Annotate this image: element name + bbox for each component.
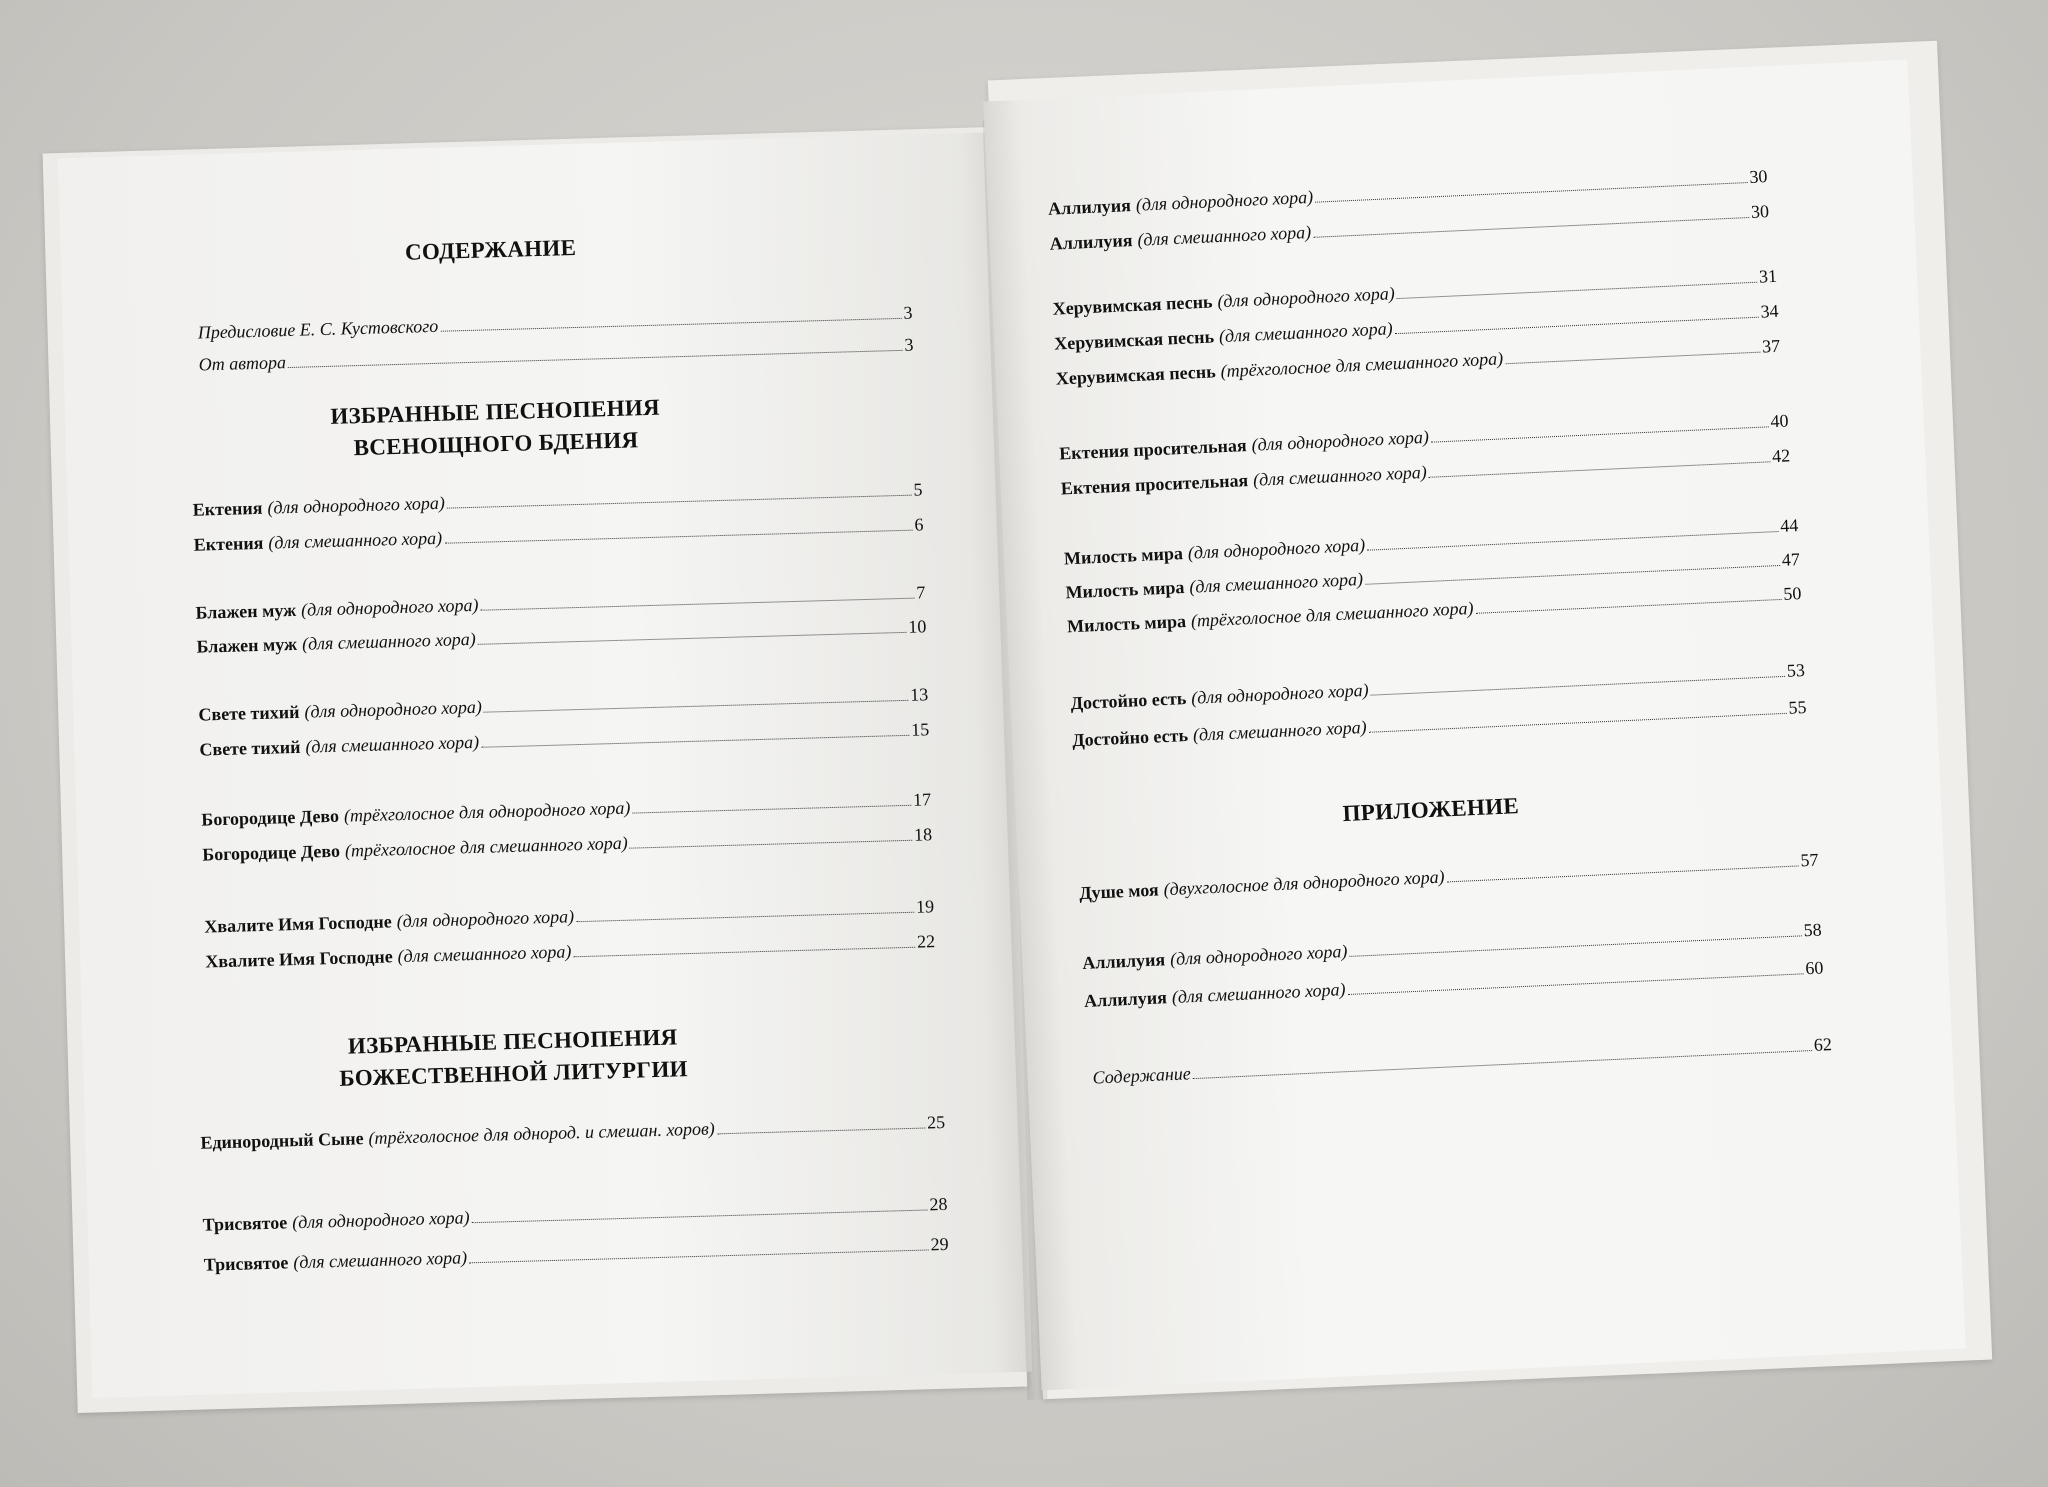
page-number: 60 <box>1804 957 1824 979</box>
entry-title: Свете тихий <box>199 736 301 760</box>
toc-entry <box>200 1112 945 1154</box>
page-number: 58 <box>1803 919 1823 941</box>
page-number: 3 <box>904 334 914 355</box>
entry-note: (для смешанного хора) <box>1171 979 1346 1008</box>
page-number: 55 <box>1788 696 1807 718</box>
page-number: 30 <box>1750 201 1770 222</box>
toc-entry <box>205 931 935 972</box>
entry-note: (для однородного хора) <box>291 1207 470 1233</box>
entry-title: Ектения <box>192 497 263 520</box>
dot-leader <box>633 805 912 814</box>
dot-leader <box>1476 599 1782 614</box>
dot-leader <box>288 350 902 368</box>
section-title-liturgy <box>82 1014 943 1102</box>
entry-title: Богородице Дево <box>201 805 340 830</box>
entry-note: (для однородного хора) <box>1187 534 1366 563</box>
dot-leader <box>576 912 914 922</box>
dot-leader <box>478 632 907 645</box>
right-page <box>983 60 1966 1391</box>
entry-title: Блажен муж <box>195 599 297 623</box>
toc-entry <box>195 582 925 623</box>
page-number: 42 <box>1771 445 1791 467</box>
entry-title: Милость мира <box>1065 577 1185 603</box>
dot-leader <box>1447 865 1799 882</box>
dot-leader <box>484 700 908 713</box>
page-number: 50 <box>1782 583 1802 604</box>
page-number: 19 <box>915 896 935 917</box>
page-number: 28 <box>929 1193 948 1215</box>
toc-entry <box>201 789 931 830</box>
toc-entry <box>193 514 923 555</box>
dot-leader <box>1315 182 1747 203</box>
entry-note: (двухголосное для однородного хора) <box>1163 866 1445 900</box>
toc-entry <box>202 824 932 865</box>
entry-note: Содержание <box>1092 1063 1192 1088</box>
page-number: 29 <box>930 1233 949 1255</box>
entry-note: (трёхголосное для однородного хора) <box>343 797 631 826</box>
dot-leader <box>1350 935 1802 957</box>
dot-leader <box>447 495 912 509</box>
entry-title: Аллилуия <box>1047 195 1132 219</box>
page-number: 25 <box>926 1111 946 1133</box>
entry-title: Достойно есть <box>1070 688 1187 714</box>
entry-title: Хвалите Имя Господне <box>204 911 392 937</box>
page-number: 57 <box>1800 849 1819 871</box>
dot-leader <box>574 947 916 958</box>
entry-note: От автора <box>198 352 287 375</box>
entry-note: (для смешанного хора) <box>268 527 443 553</box>
entry-note: (для однородного хора) <box>1190 679 1369 708</box>
page-number: 15 <box>910 719 930 740</box>
toc-entry <box>202 1194 947 1236</box>
entry-title: Милость мира <box>1066 610 1187 637</box>
dot-leader <box>1429 461 1770 477</box>
entry-note: (трёхголосное для однород. и смешан. хоров) <box>368 1118 716 1149</box>
dot-leader <box>481 598 915 611</box>
dot-leader <box>1431 426 1769 442</box>
dot-leader <box>1348 973 1804 995</box>
toc-entry <box>196 616 926 657</box>
page-number: 40 <box>1770 410 1789 432</box>
page-number: 18 <box>913 824 933 845</box>
entry-title: Блажен муж <box>196 633 298 657</box>
entry-title: Аллилуия <box>1083 987 1168 1011</box>
dot-leader <box>1397 282 1757 299</box>
dot-leader <box>1193 1050 1812 1079</box>
entry-title: Единородный Сыне <box>200 1128 364 1153</box>
entry-note: (для однородного хора) <box>396 906 575 932</box>
page-number: 62 <box>1813 1034 1833 1055</box>
dot-leader <box>472 1209 928 1223</box>
entry-note: (для смешанного хора) <box>301 628 477 654</box>
toc-entry <box>204 1234 949 1276</box>
dot-leader <box>1371 676 1785 696</box>
entry-title: Ектения <box>193 532 264 555</box>
dot-leader <box>1505 352 1760 365</box>
page-number: 17 <box>912 789 932 810</box>
dot-leader <box>1395 317 1759 335</box>
entry-title: Аллилуия <box>1081 949 1166 974</box>
entry-note: (для смешанного хора) <box>305 731 480 757</box>
entry-note: (трёхголосное для смешанного хора) <box>1220 348 1504 382</box>
page-number: 30 <box>1748 166 1768 187</box>
left-page <box>58 132 1032 1398</box>
appendix-title: ПРИЛОЖЕНИЕ <box>1342 793 1520 827</box>
page-number: 7 <box>916 582 926 603</box>
page-number: 53 <box>1786 659 1806 681</box>
toc-entry-contents <box>1087 1034 1832 1089</box>
section-title-line: БОЖЕСТВЕННОЙ ЛИТУРГИИ <box>339 1056 689 1091</box>
entry-title: Трисвятое <box>203 1252 289 1275</box>
section-title-line: ИЗБРАННЫЕ ПЕСНОПЕНИЯ <box>347 1024 678 1059</box>
page-number: 6 <box>914 514 924 535</box>
dot-leader <box>1369 713 1787 733</box>
entry-note: (для смешанного хора) <box>1136 221 1312 250</box>
entry-note: (трёхголосное для смешанного хора) <box>1190 597 1474 631</box>
entry-title: Херувимская песнь <box>1052 291 1213 319</box>
dot-leader <box>1365 565 1780 585</box>
entry-title: Свете тихий <box>198 701 300 725</box>
entry-note: (для смешанного хора) <box>1192 716 1368 745</box>
page-number: 3 <box>903 302 913 323</box>
dot-leader <box>469 1249 929 1263</box>
section-title-line: ИЗБРАННЫЕ ПЕСНОПЕНИЯ <box>330 394 661 429</box>
entry-title: Достойно есть <box>1071 725 1189 751</box>
dot-leader <box>630 840 912 849</box>
entry-title: Милость мира <box>1063 543 1184 569</box>
toc-entry <box>199 719 929 760</box>
entry-title: Херувимская песнь <box>1055 361 1217 389</box>
dot-leader <box>717 1128 925 1135</box>
entry-title: Аллилуия <box>1049 230 1133 254</box>
entry-note: (для однородного хора) <box>1169 941 1348 970</box>
dot-leader <box>444 530 912 544</box>
entry-note: (для однородного хора) <box>304 696 483 722</box>
toc-entry <box>198 684 928 725</box>
page-number: 44 <box>1779 515 1799 536</box>
section-title-vigil <box>65 384 926 472</box>
entry-title: Хвалите Имя Господне <box>205 946 393 972</box>
entry-note: Предисловие Е. С. Кустовского <box>197 315 439 343</box>
page-number: 5 <box>913 479 923 500</box>
toc-entry <box>192 479 922 520</box>
entry-note: (для однородного хора) <box>267 492 446 518</box>
entry-note: (для смешанного хора) <box>1252 461 1428 490</box>
entry-note: (для однородного хора) <box>1251 426 1430 455</box>
page-number: 22 <box>916 931 936 952</box>
entry-note: (для смешанного хора) <box>1188 568 1364 597</box>
entry-title: Ектения просительная <box>1058 435 1248 464</box>
page-number: 37 <box>1761 335 1781 357</box>
page-number: 47 <box>1781 549 1801 570</box>
toc-entry-from-author <box>193 335 913 376</box>
entry-title: Богородице Дево <box>202 840 341 865</box>
entry-title: Херувимская песнь <box>1053 326 1215 354</box>
dot-leader <box>1313 217 1749 238</box>
contents-title: СОДЕРЖАНИЕ <box>404 234 577 265</box>
entry-note: (для смешанного хора) <box>397 941 572 967</box>
entry-title: Трисвятое <box>202 1212 288 1235</box>
entry-note: (трёхголосное для смешанного хора) <box>344 832 628 861</box>
page-number: 34 <box>1760 300 1779 322</box>
page-number: 31 <box>1758 265 1778 287</box>
section-title-line: ВСЕНОЩНОГО БДЕНИЯ <box>353 427 639 461</box>
entry-note: (для однородного хора) <box>300 594 479 620</box>
toc-entry <box>1079 850 1819 905</box>
entry-note: (для смешанного хора) <box>1218 318 1394 347</box>
toc-entry <box>204 896 934 937</box>
dot-leader <box>1367 531 1778 551</box>
entry-note: (для однородного хора) <box>1216 283 1396 312</box>
entry-title: Душе моя <box>1078 879 1160 904</box>
entry-note: (для однородного хора) <box>1135 186 1314 215</box>
page-number: 10 <box>908 616 927 637</box>
dot-leader <box>481 735 909 748</box>
entry-note: (для смешанного хора) <box>293 1247 468 1273</box>
entry-title: Ектения просительная <box>1060 470 1249 499</box>
dot-leader <box>440 318 901 332</box>
page-number: 13 <box>909 684 929 705</box>
